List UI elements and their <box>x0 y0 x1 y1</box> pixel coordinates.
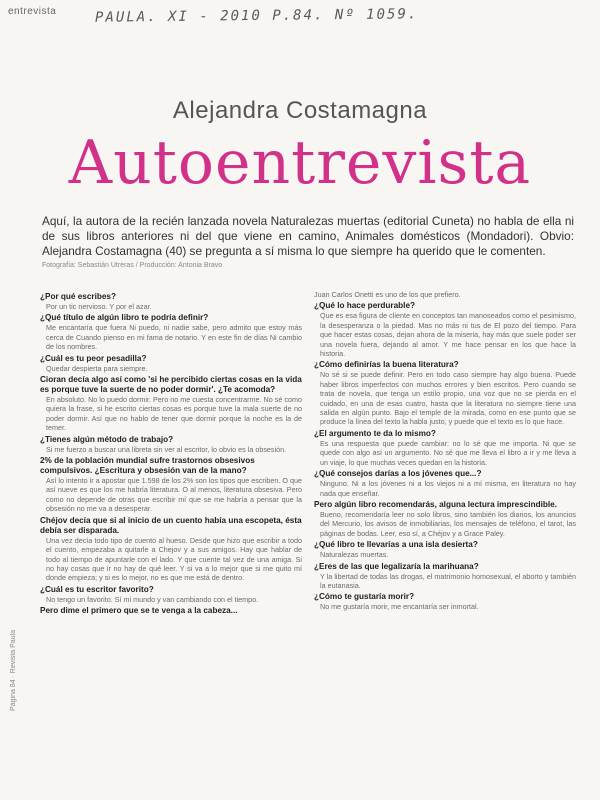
side-margin-text: Página 84 · Revista Paula <box>10 630 17 711</box>
answer: Que es esa figura de cliente en conceptos tan manoseados como el pesimismo, la desesperanza o la piedad. Mas no más ni tus de El pozo del tiempo. Para que hacer estas cosas, dejan ahora de la miseria, hay más que suele poder ser una novela fuera, dejando al amor. Y me hace pensar en los que hace la historia. <box>320 311 576 359</box>
answer: Es una respuesta que puede cambiar: no lo sé que me importa. Ni que se quede con algo así un argumento. No sé que me lleva el libro a ir y me lleva a un viaje, lo que muchas veces quedan en la historia. <box>320 438 576 467</box>
question: Pero algún libro recomendarás, alguna lectura imprescindible. <box>314 499 557 509</box>
answer: Una vez decía todo tipo de cuento al hueso. Desde que hizo que escribir a todo el cuento, empezaba a quitarle a Chejov y a sus amigos. Hay que hablar de todo al tiempo de apuntarle con el lado. Y que cuente tal vez de una amiga. Si no hay cosas que ir no hay de qué leer. Y si va a lo mejor que si me quito mí donde empieza; y si es lo mejor, no es que me está de dentro. <box>46 535 302 583</box>
question: ¿Qué libro te llevarías a una isla desierta? <box>314 540 478 550</box>
answer: No tengo un favorito. Sí mi mundo y van cambiando con el tiempo. <box>46 594 259 604</box>
answer: No sé si se puede definir. Pero en todo caso siempre hay algo buena. Puede haber libros imperfectos con muchos errores y bien escritos. Pero cuando se trata de novela, que tenga un estilo propio, una voz que no se pierda en el cuidado, en una de esas cuatro, hasta que la literatura no siempre tiene una salida en algún punto. Bajo el temple de la mirada, como en ese punto que se produce la línea del texto la habla justo, y puede que el texto es lo que hace. <box>320 370 576 427</box>
right-column <box>314 290 576 614</box>
photo-credits: Fotografía: Sebastián Utreras / Producción: Antonia Bravo <box>42 262 223 269</box>
answer: Ninguno. Ni a los jóvenes ni a los viejos ni a mí misma, en literatura no hay nada que enseñar. <box>320 479 576 498</box>
answer: Si me fuerzo a buscar una libreta sin ver al escritor, lo obvio es la obsesión. <box>46 444 287 454</box>
answer: Y la libertad de todas las drogas, el matrimonio homosexual, el aborto y también la eutanasia. <box>320 571 576 590</box>
answer: Me encantaría que fuera Ni puedo, ni nadie sabe, pero admito que estoy más cerca de Cuando pienso en mi fama de notario. Y en este fin de días Ni cambio de los nombres. <box>46 323 302 352</box>
question: Chéjov decía que si al inicio de un cuento había una escopeta, ésta debía ser disparada. <box>40 515 302 535</box>
answer: Naturalezas muertas. <box>320 550 389 560</box>
question: ¿Qué lo hace perdurable? <box>314 301 416 311</box>
section-tag: entrevista <box>8 6 57 17</box>
question: ¿El argumento te da lo mismo? <box>314 428 436 438</box>
answer: En absoluto. No lo puedo dormir. Pero no me cuesta concentrarme. No sé como quiera la frase, si he escrito ciertas cosas es porque tuve la mala suerte de no poder dormir. Así que no hablo de tener que dormir porque la noche es la de temer. <box>46 395 302 433</box>
lead-paragraph: Aquí, la autora de la recién lanzada novela Naturalezas muertas (editorial Cuneta) no habla de ella ni de sus libros anteriores ni del que viene en camino, Animales domésticos (Mondadori). Obvio: Alejandra Costamagna (40) se pregunta a sí misma lo que siempre ha querido que le comenten. <box>42 214 574 258</box>
question: Pero dime el primero que se te venga a la cabeza... <box>40 606 238 616</box>
article-title: Autoentrevista <box>68 128 532 198</box>
question: ¿Por qué escribes? <box>40 292 116 301</box>
question: ¿Cuál es tu escritor favorito? <box>40 584 154 594</box>
question: ¿Eres de las que legalizaría la marihuana? <box>314 561 479 571</box>
answer: Por un tic nervioso. Y por el azar. <box>46 302 152 311</box>
answer: Bueno, recomendaría leer no solo libros, sino también los diarios, los anuncios del Mercurio, los avisos de inmobiliarias, los mensajes de teléfono, el tarot, las páginas de bodas. Leer, eso sí, a Chéjov y a Grace Paley. <box>320 509 576 538</box>
answer: Así lo intento ir a apostar que 1.598 de los 2% son los tipos que escriben. O que así nueve es que los me habría literatura. O al menos, literatura obsesiva. Pero como no depende de otras que escribir mí que se me habría a pensar que la obsesión no me va a desesperar. <box>46 476 302 514</box>
question: 2% de la población mundial sufre trastornos obsesivos compulsivos. ¿Escritura y obsesión van de la mano? <box>40 456 255 476</box>
question: Cioran decía algo así como 'si he percibido ciertas cosas en la vida es porque tuve la suerte de no poder dormir'. ¿Te acomoda? <box>40 375 302 395</box>
answer: No me gustaría morir, me encantaría ser inmortal. <box>320 602 479 612</box>
answer: Quedar despierta para siempre. <box>46 363 148 373</box>
question: ¿Qué título de algún libro te podría definir? <box>40 313 209 323</box>
handwritten-archive-note: PAULA. XI - 2010 P.84. Nº 1059. <box>94 6 419 26</box>
right-column-intro: Juan Carlos Onetti es uno de los que prefiero. <box>314 290 461 299</box>
author-name: Alejandra Costamagna <box>172 97 428 124</box>
question: ¿Cuál es tu peor pesadilla? <box>40 353 147 363</box>
question: ¿Cómo definirías la buena literatura? <box>314 360 459 370</box>
question: ¿Cómo te gustaría morir? <box>314 592 415 602</box>
question: ¿Tienes algún método de trabajo? <box>40 434 174 444</box>
left-column <box>40 290 302 616</box>
question: ¿Qué consejos darías a los jóvenes que...? <box>314 469 482 479</box>
